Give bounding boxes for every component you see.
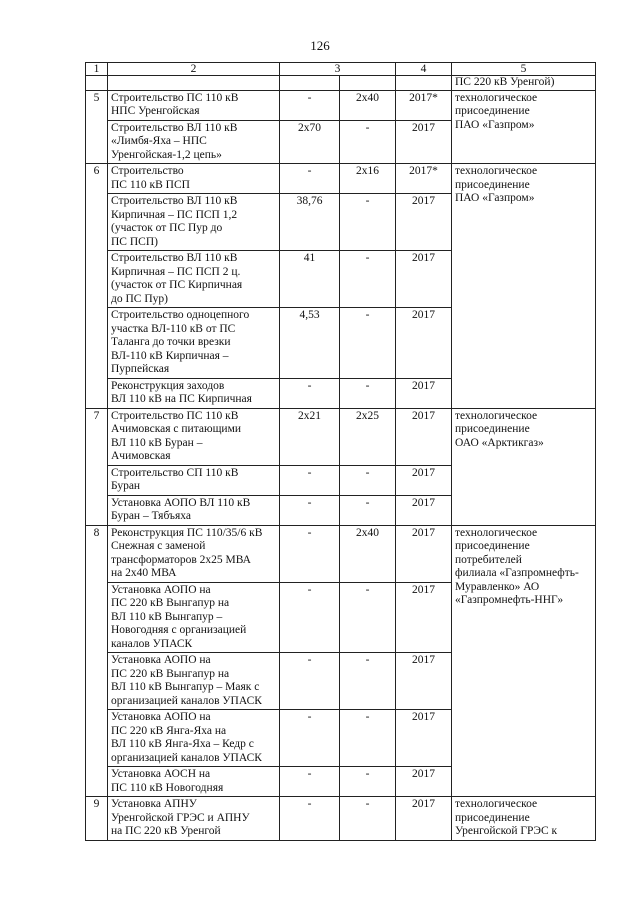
work-description: Установка АОПО на ПС 220 кВ Вынгапур на ВЛ 110 кВ Вынгапур – Новогодняя с организацией каналов УПАСК: [108, 582, 280, 653]
header-col-4: 4: [396, 63, 452, 76]
year-value: 2017: [396, 308, 452, 379]
mva-value: 2х40: [340, 90, 396, 120]
year-value: 2017: [396, 120, 452, 164]
work-description: Реконструкция ПС 110/35/6 кВ Снежная с заменой трансформаторов 2х25 МВА на 2х40 МВА: [108, 525, 280, 582]
km-value: -: [280, 797, 340, 841]
km-value: 41: [280, 251, 340, 308]
mva-value: -: [340, 495, 396, 525]
work-description: Строительство ВЛ 110 кВ «Лимбя-Яха – НПС Уренгойская-1,2 цепь»: [108, 120, 280, 164]
km-value: 2х70: [280, 120, 340, 164]
header-row: [86, 63, 596, 76]
header-col-1: 1: [86, 63, 108, 76]
mva-value: -: [340, 582, 396, 653]
work-description: Реконструкция заходов ВЛ 110 кВ на ПС Кирпичная: [108, 378, 280, 408]
km-value: -: [280, 767, 340, 797]
year-value: 2017: [396, 653, 452, 710]
mva-value: 2х40: [340, 525, 396, 582]
km-value: 38,76: [280, 194, 340, 251]
km-value: -: [280, 653, 340, 710]
mva-value: -: [340, 378, 396, 408]
carryover-row: [86, 76, 596, 91]
km-value: -: [280, 90, 340, 120]
work-description: Строительство одноцепного участка ВЛ-110 кВ от ПС Таланга до точки врезки ВЛ-110 кВ Кирпичная – Пурпейская: [108, 308, 280, 379]
km-value: -: [280, 164, 340, 194]
mva-value: -: [340, 710, 396, 767]
km-value: 2х21: [280, 408, 340, 465]
year-value: 2017*: [396, 164, 452, 194]
table-row: [86, 408, 596, 465]
year-value: 2017: [396, 194, 452, 251]
header-col-5: 5: [452, 63, 596, 76]
km-value: -: [280, 710, 340, 767]
row-number: 6: [86, 164, 108, 409]
mva-value: -: [340, 767, 396, 797]
mva-value: 2х25: [340, 408, 396, 465]
year-value: 2017: [396, 710, 452, 767]
km-value: -: [280, 525, 340, 582]
table-row: [86, 525, 596, 582]
row-number: 5: [86, 90, 108, 164]
mva-value: -: [340, 308, 396, 379]
km-value: -: [280, 582, 340, 653]
mva-value: -: [340, 120, 396, 164]
mva-value: 2х16: [340, 164, 396, 194]
projects-table: [85, 62, 596, 841]
row-number: 9: [86, 797, 108, 841]
header-col-2: 2: [108, 63, 280, 76]
year-value: 2017: [396, 767, 452, 797]
table-row: [86, 797, 596, 841]
year-value: 2017: [396, 495, 452, 525]
table-row: [86, 90, 596, 120]
work-description: Установка АОПО на ПС 220 кВ Янга-Яха на ВЛ 110 кВ Янга-Яха – Кедр с организацией каналов УПАСК: [108, 710, 280, 767]
purpose-note: технологическое присоединение ПАО «Газпром»: [452, 90, 596, 164]
purpose-note: технологическое присоединение потребителей филиала «Газпромнефть- Муравленко» АО «Газпромнефть-ННГ»: [452, 525, 596, 797]
work-description: Строительство СП 110 кВ Буран: [108, 465, 280, 495]
mva-value: -: [340, 797, 396, 841]
row-number: 8: [86, 525, 108, 797]
year-value: 2017: [396, 582, 452, 653]
mva-value: -: [340, 194, 396, 251]
year-value: 2017: [396, 251, 452, 308]
row-number: 7: [86, 408, 108, 525]
header-col-3: 3: [280, 63, 396, 76]
work-description: Строительство ВЛ 110 кВ Кирпичная – ПС ПСП 1,2 (участок от ПС Пур до ПС ПСП): [108, 194, 280, 251]
year-value: 2017: [396, 525, 452, 582]
purpose-note: технологическое присоединение Уренгойской ГРЭС к: [452, 797, 596, 841]
work-description: Строительство ПС 110 кВ Ачимовская с питающими ВЛ 110 кВ Буран – Ачимовская: [108, 408, 280, 465]
page-number: 126: [310, 38, 330, 53]
year-value: 2017: [396, 408, 452, 465]
work-description: Установка АПНУ Уренгойской ГРЭС и АПНУ на ПС 220 кВ Уренгой: [108, 797, 280, 841]
mva-value: -: [340, 653, 396, 710]
work-description: Установка АОПО на ПС 220 кВ Вынгапур на ВЛ 110 кВ Вынгапур – Маяк с организацией каналов УПАСК: [108, 653, 280, 710]
year-value: 2017: [396, 797, 452, 841]
mva-value: -: [340, 251, 396, 308]
work-description: Строительство ПС 110 кВ ПСП: [108, 164, 280, 194]
purpose-note: технологическое присоединение ОАО «Арктикгаз»: [452, 408, 596, 525]
work-description: Строительство ВЛ 110 кВ Кирпичная – ПС ПСП 2 ц. (участок от ПС Кирпичная до ПС Пур): [108, 251, 280, 308]
km-value: 4,53: [280, 308, 340, 379]
carryover-note: ПС 220 кВ Уренгой): [452, 76, 596, 91]
year-value: 2017: [396, 465, 452, 495]
work-description: Установка АОСН на ПС 110 кВ Новогодняя: [108, 767, 280, 797]
work-description: Установка АОПО ВЛ 110 кВ Буран – Тябъяха: [108, 495, 280, 525]
km-value: -: [280, 465, 340, 495]
km-value: -: [280, 495, 340, 525]
year-value: 2017: [396, 378, 452, 408]
mva-value: -: [340, 465, 396, 495]
year-value: 2017*: [396, 90, 452, 120]
table-row: [86, 164, 596, 194]
km-value: -: [280, 378, 340, 408]
work-description: Строительство ПС 110 кВ НПС Уренгойская: [108, 90, 280, 120]
purpose-note: технологическое присоединение ПАО «Газпром»: [452, 164, 596, 409]
